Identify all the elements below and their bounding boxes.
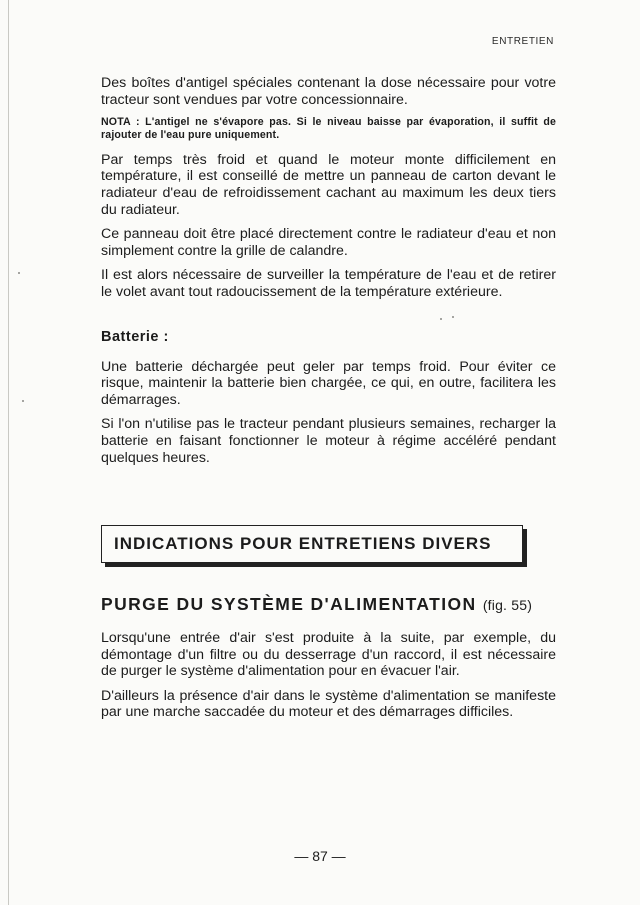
paragraph-air-symptoms: D'ailleurs la présence d'air dans le système d'alimentation se manifeste par une marche saccadée du moteur et des démarrages difficiles. xyxy=(101,687,556,721)
paragraph-temperature-watch: Il est alors nécessaire de surveiller la température de l'eau et de retirer le volet avant tout radoucissement de la température extérieure. xyxy=(101,267,556,300)
running-header: ENTRETIEN xyxy=(491,36,554,47)
body-text-top xyxy=(101,75,556,474)
paragraph-battery-recharge: Si l'on n'utilise pas le tracteur pendant plusieurs semaines, recharger la batterie en faisant fonctionner le moteur à régime accéléré pendant quelques heures. xyxy=(101,416,556,466)
paragraph-battery-freeze: Une batterie déchargée peut geler par temps froid. Pour éviter ce risque, maintenir la batterie bien chargée, ce qui, en outre, facilitera les démarrages. xyxy=(101,358,556,408)
scan-speck xyxy=(440,318,442,320)
scan-speck xyxy=(18,272,20,274)
section-banner xyxy=(101,525,523,563)
figure-reference: (fig. 55) xyxy=(482,597,533,613)
section-title-text: PURGE DU SYSTÈME D'ALIMENTATION xyxy=(101,594,477,614)
paragraph-panel-placement: Ce panneau doit être placé directement contre le radiateur d'eau et non simplement contre la grille de calandre. xyxy=(101,226,556,259)
paragraph-air-entry: Lorsqu'une entrée d'air s'est produite à la suite, par exemple, du démontage d'un filtre ou du desserrage d'un raccord, il est nécessaire de purger le système d'alimentation pour en évacuer l'air. xyxy=(101,630,556,680)
scan-speck xyxy=(22,400,24,402)
page-number: — 87 — xyxy=(294,848,346,864)
section-title xyxy=(101,594,532,615)
paragraph-cold-weather: Par temps très froid et quand le moteur monte difficilement en température, il est conseillé de mettre un panneau de carton devant le radiateur d'eau de refroidissement cachant au maximum les deux tiers du radiateur. xyxy=(101,151,556,218)
paragraph-antigel-boxes: Des boîtes d'antigel spéciales contenant la dose nécessaire pour votre tracteur sont vendues par votre concessionnaire. xyxy=(101,75,556,108)
banner-title: INDICATIONS POUR ENTRETIENS DIVERS xyxy=(114,534,492,553)
batterie-heading: Batterie : xyxy=(101,328,169,345)
body-text-bottom xyxy=(101,630,556,729)
scan-speck xyxy=(452,316,454,318)
nota-note: NOTA : L'antigel ne s'évapore pas. Si le niveau baisse par évaporation, il suffit de rajouter de l'eau pure uniquement. xyxy=(101,116,556,141)
binding-edge xyxy=(8,0,9,905)
